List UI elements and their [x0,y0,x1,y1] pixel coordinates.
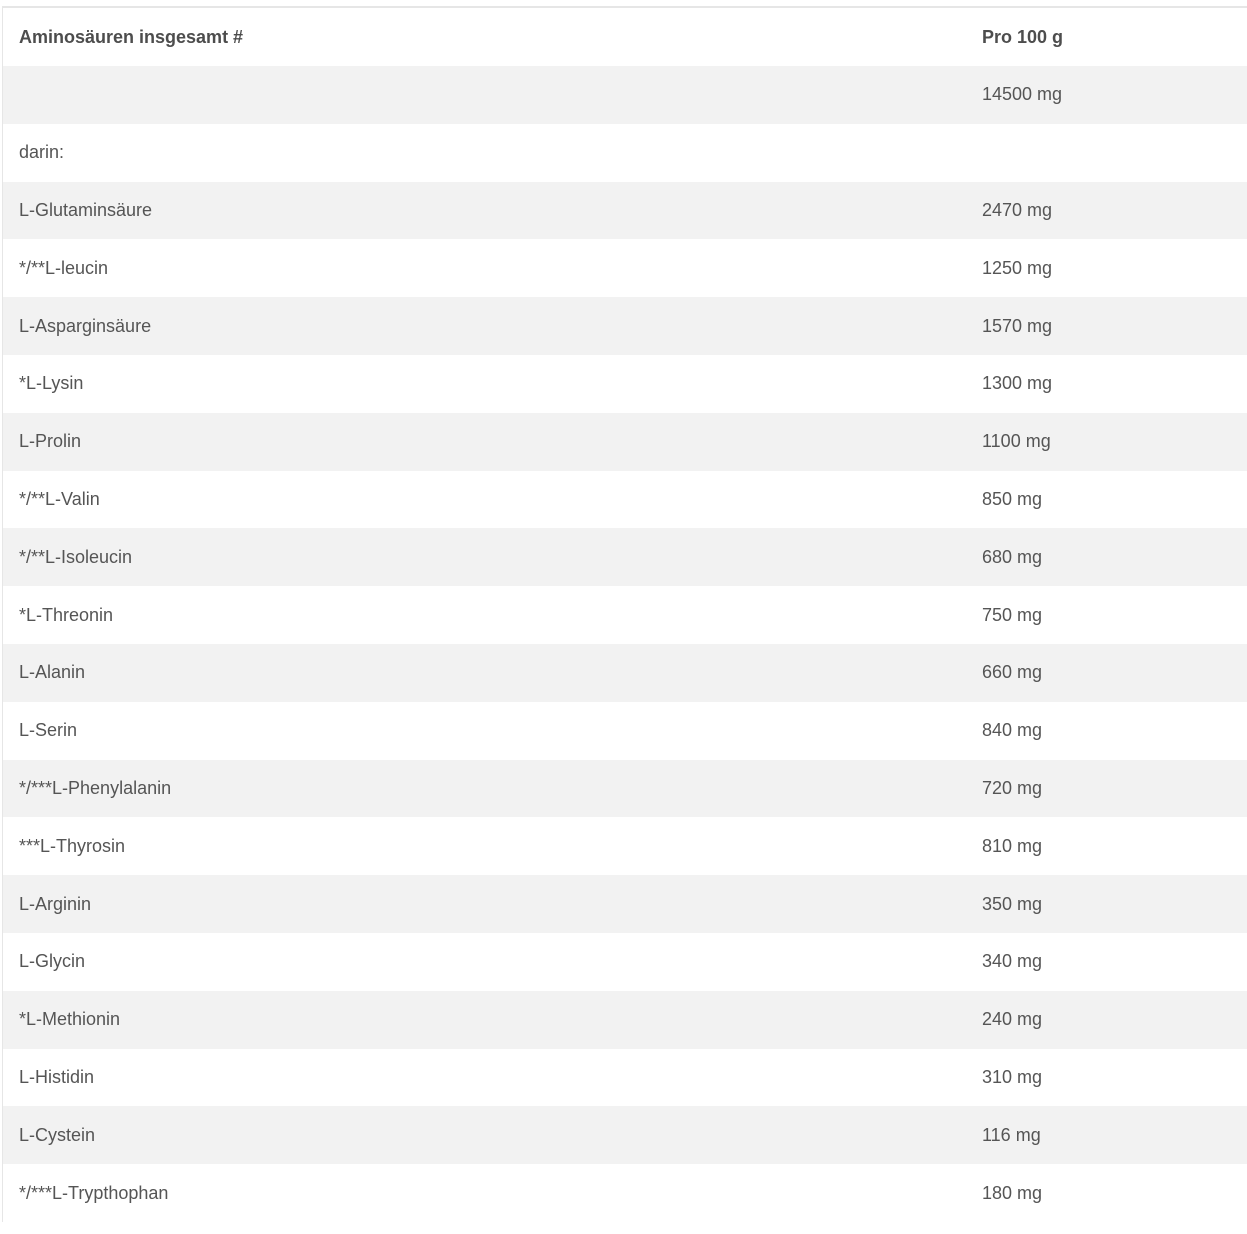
amino-acid-amount: 350 mg [982,893,1043,914]
amino-acid-name: *L-Lysin [19,373,84,394]
amino-acid-amount: 840 mg [982,720,1043,741]
table-row [3,66,1247,124]
amino-acid-name: */***L-Phenylalanin [19,777,172,798]
amino-acid-name: L-Serin [19,720,78,741]
amino-acid-name: L-Alanin [19,662,86,683]
table-row [3,471,1247,529]
amino-acid-name: L-Arginin [19,893,92,914]
table-header-row [3,8,1247,66]
amino-acid-name: ***L-Thyrosin [19,835,126,856]
table-row [3,528,1247,586]
table-row [3,1106,1247,1164]
table-row [3,933,1247,991]
amino-acid-amount: 340 mg [982,951,1043,972]
amino-acid-amount: 1100 mg [982,431,1051,452]
table-row [3,239,1247,297]
amino-acid-amount: 660 mg [982,662,1043,683]
amino-acid-table [2,6,1247,1222]
header-name-cell: Aminosäuren insgesamt # [19,26,244,47]
amino-acid-amount: 1250 mg [982,257,1053,278]
amino-acid-amount: 810 mg [982,835,1043,856]
amino-acid-name: */***L-Trypthophan [19,1182,169,1203]
amino-acid-name: *L-Threonin [19,604,114,625]
amino-acid-amount: 240 mg [982,1009,1043,1030]
amino-acid-name: */**L-leucin [19,257,109,278]
table-row [3,124,1247,182]
amino-acid-name: L-Asparginsäure [19,315,152,336]
table-row [3,182,1247,240]
table-row [3,644,1247,702]
amino-acid-amount: 2470 mg [982,199,1053,220]
amino-acid-amount: 310 mg [982,1066,1043,1087]
amino-acid-amount: 180 mg [982,1182,1043,1203]
table-row [3,1049,1247,1107]
table-row [3,875,1247,933]
amino-acid-amount: 720 mg [982,777,1043,798]
amino-acid-amount: 750 mg [982,604,1043,625]
table-row [3,355,1247,413]
table-row [3,702,1247,760]
amino-acid-amount: 116 mg [982,1124,1041,1145]
amino-acid-name: L-Glycin [19,951,86,972]
table-row [3,413,1247,471]
amino-acid-name: L-Histidin [19,1066,95,1087]
table-row [3,817,1247,875]
amino-acid-name: L-Cystein [19,1124,96,1145]
amino-acid-name: L-Glutaminsäure [19,199,153,220]
amino-acid-amount: 1570 mg [982,315,1053,336]
amino-acid-name: L-Prolin [19,431,82,452]
amino-acid-name: *L-Methionin [19,1009,121,1030]
amino-acid-name: */**L-Valin [19,488,100,509]
table-row [3,1164,1247,1222]
table-row [3,991,1247,1049]
amino-acid-name: darin: [19,142,65,163]
table-row [3,586,1247,644]
amino-acid-amount: 1300 mg [982,373,1053,394]
amino-acid-amount: 850 mg [982,488,1043,509]
table-row [3,297,1247,355]
amino-acid-name: */**L-Isoleucin [19,546,133,567]
table-row [3,760,1247,818]
amino-acid-amount: 14500 mg [982,84,1063,105]
header-value-cell: Pro 100 g [982,26,1064,47]
amino-acid-amount: 680 mg [982,546,1043,567]
